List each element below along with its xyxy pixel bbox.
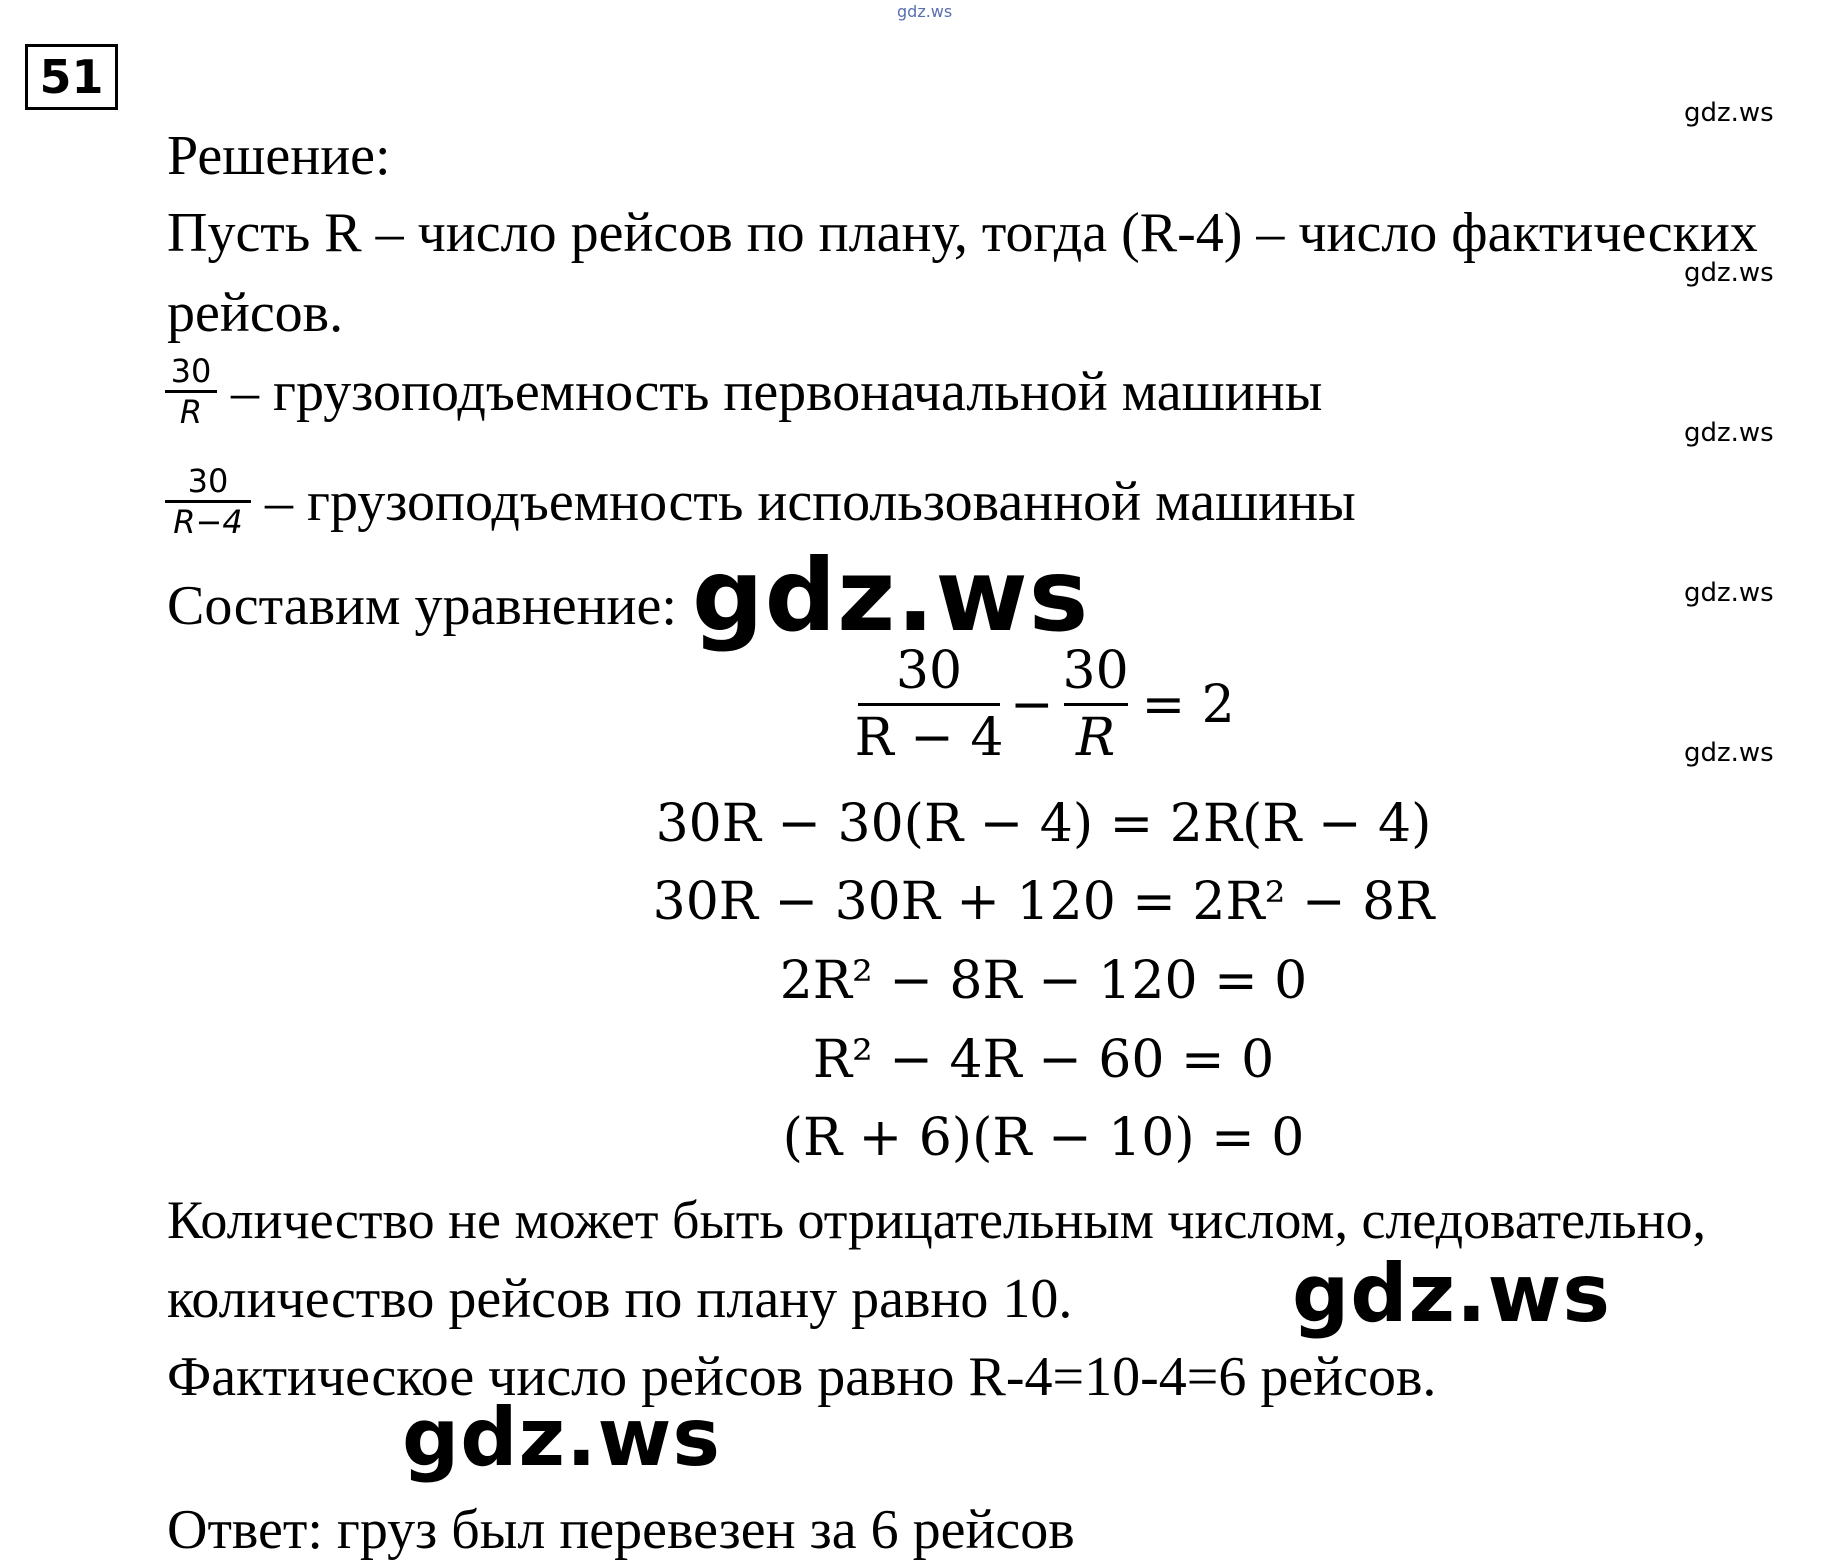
task-number: 51 bbox=[39, 50, 104, 104]
denominator: R − 4 bbox=[854, 708, 1004, 768]
capacity-text-1: – грузоподъемность первоначальной машины bbox=[231, 360, 1323, 423]
equation-rhs: = 2 bbox=[1141, 674, 1235, 735]
intro-line-1: Пусть R – число рейсов по плану, тогда (R-4) – число фактических bbox=[167, 202, 1758, 264]
compose-label: Составим уравнение: bbox=[167, 575, 677, 637]
answer-line: Ответ: груз был перевезен за 6 рейсов bbox=[167, 1499, 1075, 1561]
numerator: 30 bbox=[895, 641, 963, 701]
task-number-box bbox=[25, 44, 118, 110]
intro-line-2: рейсов. bbox=[167, 282, 344, 344]
numerator: 30 bbox=[187, 462, 229, 500]
denominator: R−4 bbox=[173, 503, 243, 541]
solution-heading: Решение: bbox=[167, 125, 391, 187]
fraction bbox=[165, 462, 251, 541]
equation-step: (R + 6)(R − 10) = 0 bbox=[782, 1108, 1305, 1168]
fact-line: Фактическое число рейсов равно R-4=10-4=6 рейсов. bbox=[167, 1346, 1437, 1408]
conclusion-line-1: Количество не может быть отрицательным числом, следовательно, bbox=[167, 1190, 1707, 1250]
equation-step: 2R² − 8R − 120 = 0 bbox=[779, 951, 1308, 1011]
conclusion-line-2: количество рейсов по плану равно 10. bbox=[167, 1268, 1073, 1330]
capacity-text-2: – грузоподъемность использованной машины bbox=[265, 470, 1356, 533]
denominator: R bbox=[1076, 708, 1116, 768]
fraction-left bbox=[854, 641, 1004, 768]
side-watermark: gdz.ws bbox=[1684, 738, 1774, 768]
side-watermark: gdz.ws bbox=[1684, 418, 1774, 448]
big-watermark: gdz.ws bbox=[692, 537, 1090, 654]
capacity-line-1 bbox=[165, 352, 1322, 431]
numerator: 30 bbox=[1062, 641, 1129, 701]
top-watermark: gdz.ws bbox=[897, 2, 953, 21]
main-equation bbox=[854, 641, 1235, 768]
equation-step: R² − 4R − 60 = 0 bbox=[812, 1030, 1275, 1090]
big-watermark: gdz.ws bbox=[402, 1391, 722, 1484]
side-watermark: gdz.ws bbox=[1684, 98, 1774, 128]
capacity-line-2 bbox=[165, 462, 1356, 541]
side-watermark: gdz.ws bbox=[1684, 578, 1774, 608]
big-watermark: gdz.ws bbox=[1292, 1247, 1612, 1340]
denominator: R bbox=[179, 393, 203, 431]
fraction bbox=[165, 352, 217, 431]
equation-step: 30R − 30R + 120 = 2R² − 8R bbox=[652, 872, 1435, 932]
fraction-right bbox=[1062, 641, 1129, 768]
equation-step: 30R − 30(R − 4) = 2R(R − 4) bbox=[655, 794, 1432, 854]
side-watermark: gdz.ws bbox=[1684, 258, 1774, 288]
minus-sign: − bbox=[1010, 674, 1054, 735]
numerator: 30 bbox=[170, 352, 212, 390]
